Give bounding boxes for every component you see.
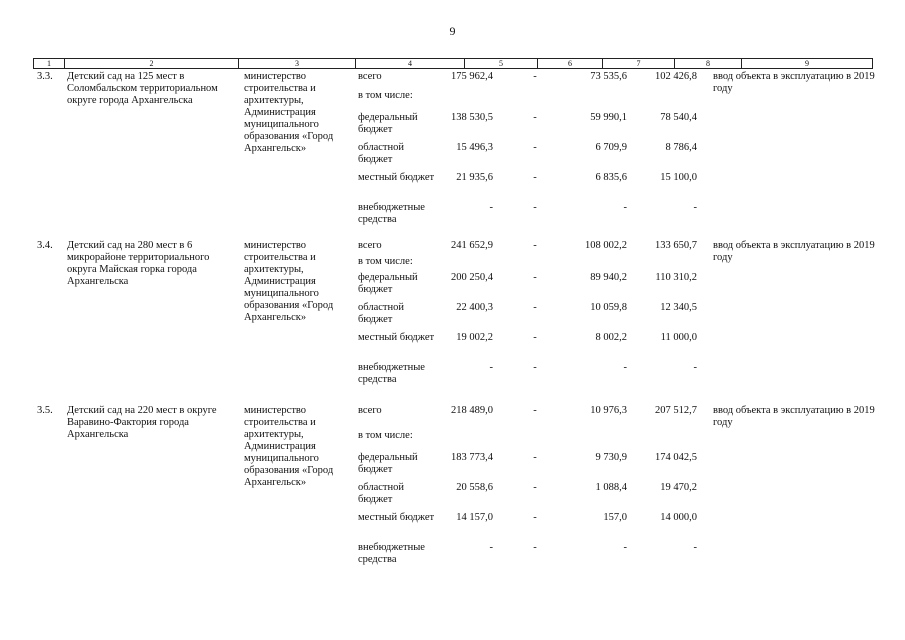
value-col5: 183 773,4 (451, 452, 493, 463)
executor: министерство строительства и архитектуры, Администрация муниципального образования «Город Архангельск» (244, 405, 334, 488)
expected-result: ввод объекта в эксплуатацию в 2019 году (713, 240, 875, 263)
value-col7: 10 059,8 (590, 302, 627, 313)
value-col8: 14 000,0 (660, 512, 697, 523)
row-number: 3.4. (37, 240, 53, 251)
object-name: Детский сад на 280 мест в 6 микрорайоне территориального округа Майская горка города Архангельска (67, 240, 210, 287)
value-col6: - (533, 362, 537, 373)
value-col5: - (489, 362, 493, 373)
value-col5: - (489, 542, 493, 553)
value-col8: 19 470,2 (660, 482, 697, 493)
header-col-1: 1 (33, 59, 64, 68)
value-col6: - (533, 202, 537, 213)
value-col5: - (489, 202, 493, 213)
value-col7: 6 709,9 (595, 142, 627, 153)
row-number: 3.3. (37, 71, 53, 82)
value-col5: 218 489,0 (451, 405, 493, 416)
value-col6: - (533, 112, 537, 123)
header-col-4: 4 (355, 59, 464, 68)
value-col8: 133 650,7 (655, 240, 697, 251)
value-col8: 174 042,5 (655, 452, 697, 463)
value-col7: - (623, 542, 627, 553)
executor: министерство строительства и архитектуры, Администрация муниципального образования «Город Архангельск» (244, 71, 334, 154)
source-regional: областной бюджет (358, 302, 404, 325)
header-col-3: 3 (238, 59, 355, 68)
object-name: Детский сад на 220 мест в округе Варавино-Фактория города Архангельска (67, 405, 217, 440)
value-col7: 157,0 (603, 512, 627, 523)
value-col6: - (533, 272, 537, 283)
value-col8: 78 540,4 (660, 112, 697, 123)
value-col7: - (623, 202, 627, 213)
value-col8: 12 340,5 (660, 302, 697, 313)
value-col8: - (693, 542, 697, 553)
value-col6: - (533, 240, 537, 251)
header-col-7: 7 (602, 59, 674, 68)
value-col6: - (533, 482, 537, 493)
header-col-2: 2 (64, 59, 238, 68)
value-col8: 102 426,8 (655, 71, 697, 82)
source-offbudget: внебюджетные средства (358, 542, 425, 565)
source-total: всего (358, 71, 382, 82)
value-col8: 15 100,0 (660, 172, 697, 183)
value-col7: 10 976,3 (590, 405, 627, 416)
source-federal: федеральный бюджет (358, 272, 418, 295)
value-col8: - (693, 362, 697, 373)
source-including: в том числе: (358, 256, 413, 267)
header-col-6: 6 (537, 59, 602, 68)
value-col6: - (533, 512, 537, 523)
source-total: всего (358, 240, 382, 251)
value-col5: 241 652,9 (451, 240, 493, 251)
value-col6: - (533, 142, 537, 153)
column-number-header (33, 58, 873, 69)
value-col6: - (533, 302, 537, 313)
value-col6: - (533, 172, 537, 183)
source-local: местный бюджет (358, 172, 435, 183)
page-number: 9 (449, 24, 456, 38)
source-local: местный бюджет (358, 512, 435, 523)
value-col6: - (533, 542, 537, 553)
value-col5: 138 530,5 (451, 112, 493, 123)
value-col5: 175 962,4 (451, 71, 493, 82)
header-col-9: 9 (741, 59, 873, 68)
source-regional: областной бюджет (358, 142, 404, 165)
header-col-8: 8 (674, 59, 741, 68)
value-col7: 1 088,4 (595, 482, 627, 493)
value-col8: 207 512,7 (655, 405, 697, 416)
value-col6: - (533, 405, 537, 416)
value-col7: - (623, 362, 627, 373)
source-federal: федеральный бюджет (358, 112, 418, 135)
value-col7: 9 730,9 (595, 452, 627, 463)
value-col5: 22 400,3 (456, 302, 493, 313)
expected-result: ввод объекта в эксплуатацию в 2019 году (713, 405, 875, 428)
value-col7: 89 940,2 (590, 272, 627, 283)
value-col8: 110 310,2 (655, 272, 697, 283)
source-offbudget: внебюджетные средства (358, 362, 425, 385)
value-col5: 21 935,6 (456, 172, 493, 183)
source-federal: федеральный бюджет (358, 452, 418, 475)
value-col5: 19 002,2 (456, 332, 493, 343)
value-col6: - (533, 332, 537, 343)
value-col5: 20 558,6 (456, 482, 493, 493)
value-col8: - (693, 202, 697, 213)
value-col5: 15 496,3 (456, 142, 493, 153)
expected-result: ввод объекта в эксплуатацию в 2019 году (713, 71, 875, 94)
source-regional: областной бюджет (358, 482, 404, 505)
source-offbudget: внебюджетные средства (358, 202, 425, 225)
value-col7: 6 835,6 (595, 172, 627, 183)
source-local: местный бюджет (358, 332, 435, 343)
source-including: в том числе: (358, 430, 413, 441)
value-col8: 8 786,4 (665, 142, 697, 153)
value-col7: 59 990,1 (590, 112, 627, 123)
value-col7: 108 002,2 (585, 240, 627, 251)
value-col5: 14 157,0 (456, 512, 493, 523)
object-name: Детский сад на 125 мест в Соломбальском территориальном округе города Архангельска (67, 71, 218, 106)
row-number: 3.5. (37, 405, 53, 416)
source-including: в том числе: (358, 90, 413, 101)
value-col6: - (533, 452, 537, 463)
source-total: всего (358, 405, 382, 416)
value-col7: 8 002,2 (595, 332, 627, 343)
value-col8: 11 000,0 (660, 332, 697, 343)
value-col5: 200 250,4 (451, 272, 493, 283)
executor: министерство строительства и архитектуры, Администрация муниципального образования «Город Архангельск» (244, 240, 334, 323)
value-col7: 73 535,6 (590, 71, 627, 82)
header-col-5: 5 (464, 59, 537, 68)
value-col6: - (533, 71, 537, 82)
